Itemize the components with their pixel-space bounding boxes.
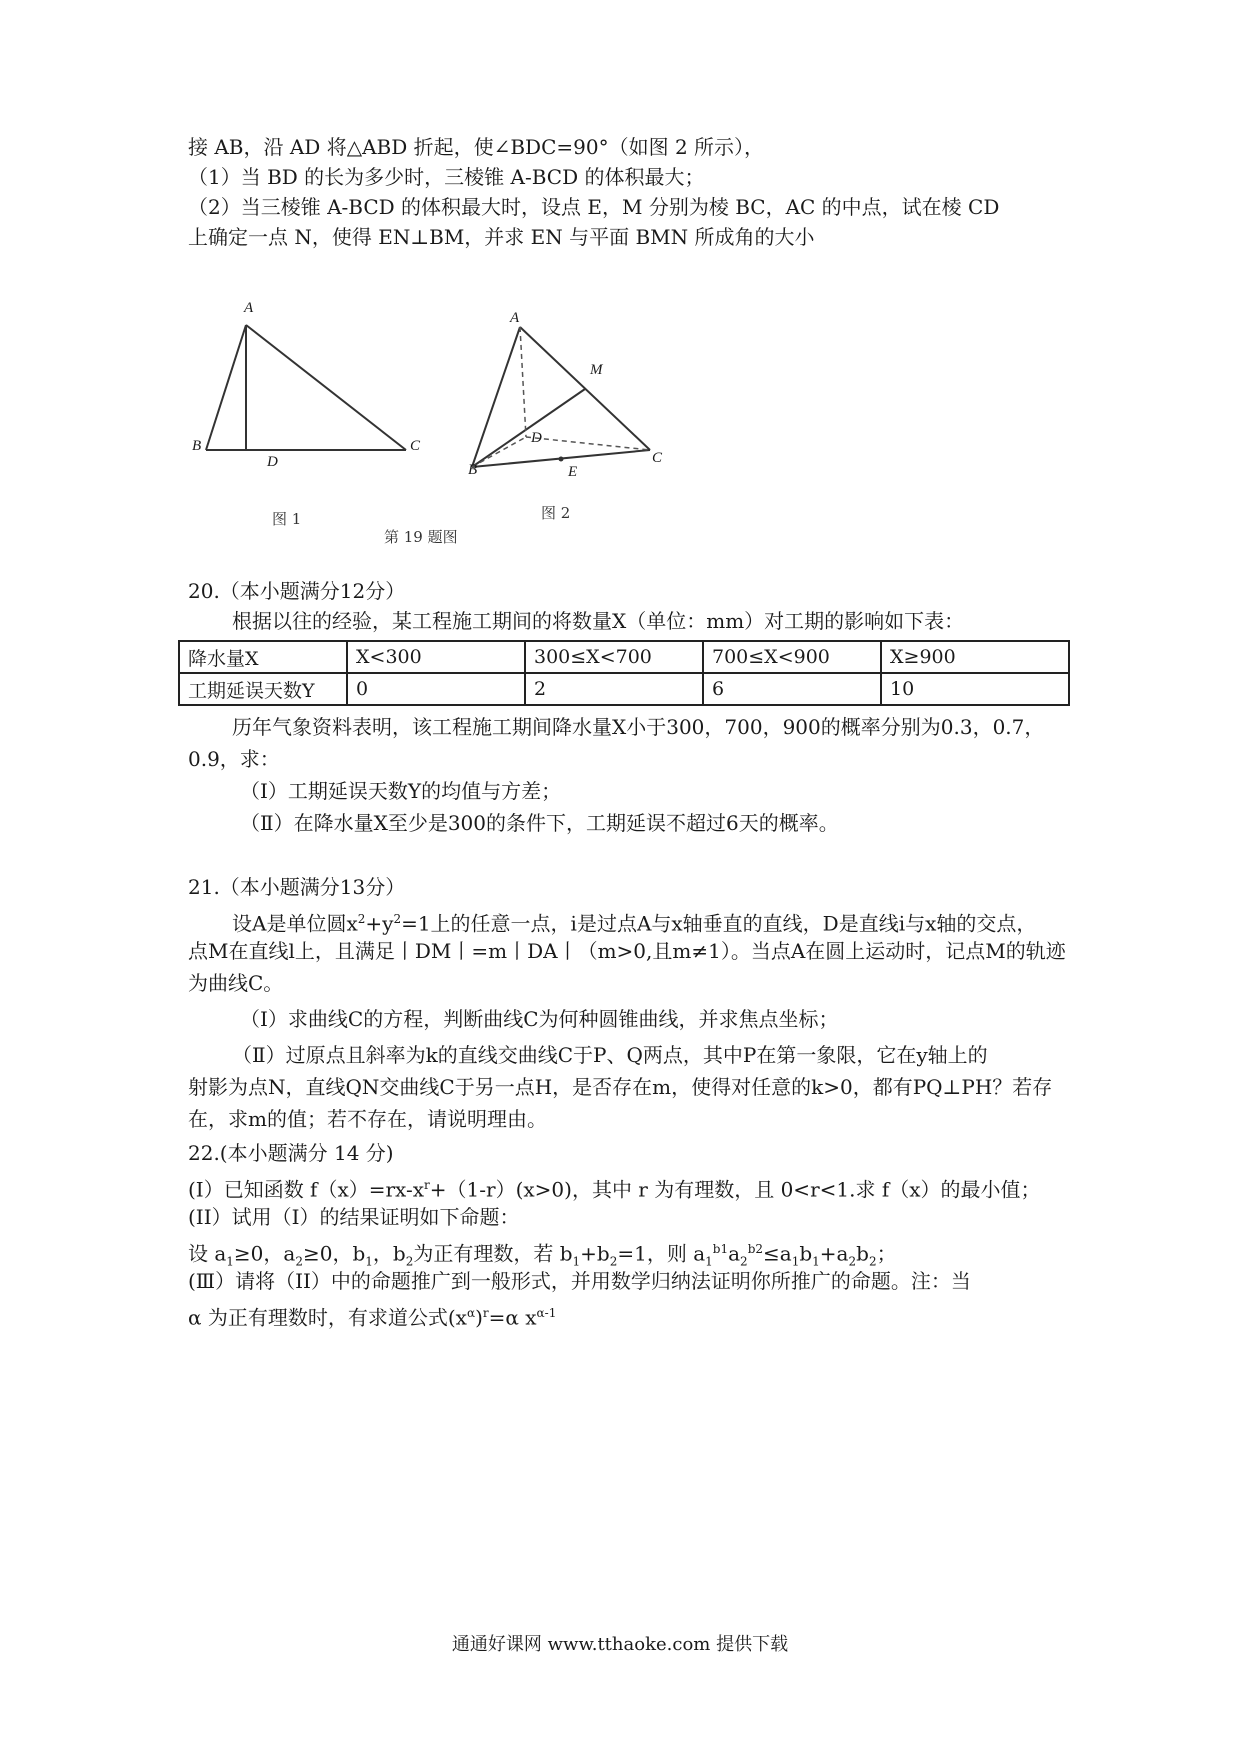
fig1-label-c: C <box>410 438 421 454</box>
q21-part-1: （I）求曲线C的方程，判断曲线C为何种圆锥曲线，并求焦点坐标； <box>240 1007 839 1031</box>
fig2-point-e <box>559 457 564 462</box>
q19-part-2-line-1: （2）当三棱锥 A-BCD 的体积最大时，设点 E，M 分别为棱 BC，AC 的中点，试在棱 CD <box>188 195 1000 219</box>
q21-part-2-line-1: （Ⅱ）过原点且斜率为k的直线交曲线C于P、Q两点，其中P在第一象限，它在y轴上的 <box>232 1043 988 1067</box>
figure-1-diagram <box>190 295 430 475</box>
q19-part-2-line-2: 上确定一点 N，使得 EN⊥BM，并求 EN 与平面 BMN 所成角的大小 <box>188 225 815 249</box>
q22-part-3-line-2: α 为正有理数时，有求道公式$(x^\alpha)^r=\alpha$ $x^{\alpha-1}$ <box>188 1305 557 1330</box>
q21-line-2: 点M在直线l上，且满足丨DM丨=m丨DA丨（m>0,且m≠1）。当点A在圆上运动时，记点M的轨迹 <box>188 939 1066 963</box>
table-cell: 2 <box>525 673 703 705</box>
table-cell: 300≤X<700 <box>525 641 703 673</box>
table-cell: 工期延误天数Y <box>179 673 347 705</box>
fig2-edge-bm <box>472 389 585 467</box>
fig2-edge-ad <box>520 327 526 437</box>
fig1-label-d: D <box>267 454 278 470</box>
fig1-edge-ab <box>206 325 246 450</box>
q21-line-3: 为曲线C。 <box>188 971 284 995</box>
q22-part-2: (II）试用（I）的结果证明如下命题： <box>188 1205 520 1229</box>
q20-part-2: （Ⅱ）在降水量X至少是300的条件下，工期延误不超过6天的概率。 <box>240 811 839 835</box>
q21-line-1: 设A是单位圆$x^2+y^2=1$上的任意一点，i是过点A与x轴垂直的直线，D是直线i与x轴的交点， <box>232 911 1037 936</box>
figure-2-diagram <box>460 305 680 485</box>
q20-intro: 根据以往的经验，某工程施工期间的将数量X（单位：mm）对工期的影响如下表： <box>232 609 965 633</box>
table-cell: 降水量X <box>179 641 347 673</box>
fig2-label-m: M <box>590 362 603 378</box>
fig2-label-b: B <box>468 462 478 478</box>
q20-part-1: （I）工期延误天数Y的均值与方差； <box>240 779 562 803</box>
q19-line-1: 接 AB，沿 AD 将△ABD 折起，使∠BDC=90°（如图 2 所示）， <box>188 135 765 159</box>
q20-para-line-1: 历年气象资料表明，该工程施工期间降水量X小于300，700，900的概率分别为0.3，0.7， <box>232 715 1045 739</box>
fig2-edge-ab <box>472 327 520 467</box>
table-cell: 6 <box>703 673 881 705</box>
q22-part-1: (I）已知函数 $f(x)=rx-x^r+(1-r)(x>0)$，其中 r 为有理数，且 0<r<1.求 f（x）的最小值； <box>188 1177 1041 1202</box>
table-cell: 700≤X<900 <box>703 641 881 673</box>
table-row <box>179 641 1069 673</box>
q22-condition: 设 $a_1\ge 0$，$a_2\ge 0$，$b_1$，$b_2$为正有理数，若 $b_1+b_2=1$，则 $a_1^{b1}a_2^{b2}\le a_1b_1+a_2b_2$； <box>188 1241 897 1269</box>
q21-part-2-line-3: 在，求m的值；若不存在，请说明理由。 <box>188 1107 547 1131</box>
q20-para-line-2: 0.9，求： <box>188 747 280 771</box>
fig2-label-d: D <box>531 430 542 446</box>
fig2-caption: 图 2 <box>541 504 571 522</box>
fig1-label-b: B <box>192 438 202 454</box>
fig2-edge-dc <box>526 437 650 450</box>
table-cell: 10 <box>881 673 1069 705</box>
table-cell: X<300 <box>347 641 525 673</box>
q21-title: 21.（本小题满分13分） <box>188 875 406 899</box>
table-cell: 0 <box>347 673 525 705</box>
q22-title: 22.(本小题满分 14 分) <box>188 1141 394 1165</box>
q22-part-3-line-1: (Ⅲ）请将（II）中的命题推广到一般形式，并用数学归纳法证明你所推广的命题。注：当 <box>188 1269 971 1293</box>
fig1-label-a: A <box>244 300 254 316</box>
fig2-label-c: C <box>652 450 663 466</box>
fig1-caption: 图 1 <box>272 510 302 528</box>
rainfall-delay-table <box>178 640 1070 706</box>
fig2-label-a: A <box>510 310 520 326</box>
table-cell: X≥900 <box>881 641 1069 673</box>
page-footer: 通通好课网 www.tthaoke.com 提供下载 <box>451 1634 789 1655</box>
q21-part-2-line-2: 射影为点N，直线QN交曲线C于另一点H，是否存在m，使得对任意的k>0，都有PQ⊥PH？若存 <box>188 1075 1053 1099</box>
q20-title: 20.（本小题满分12分） <box>188 579 406 603</box>
fig1-edge-ac <box>246 325 406 450</box>
q19-part-1: （1）当 BD 的长为多少时，三棱锥 A-BCD 的体积最大； <box>188 165 705 189</box>
table-row <box>179 673 1069 705</box>
figure-caption: 第 19 题图 <box>384 528 458 546</box>
fig2-label-e: E <box>568 464 578 480</box>
